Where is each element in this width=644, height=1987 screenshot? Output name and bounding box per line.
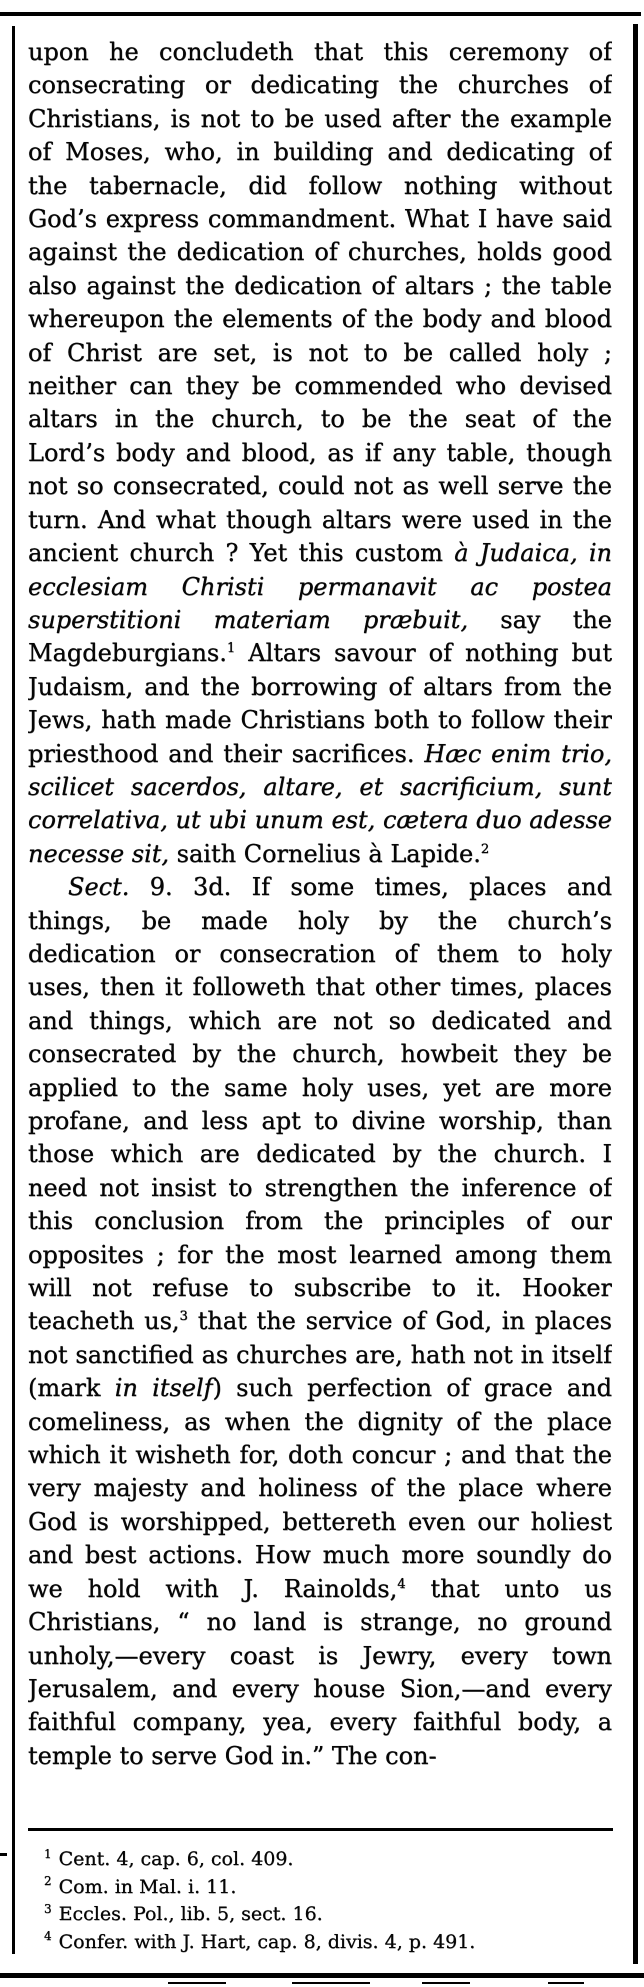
footnote-marker: 4 <box>44 1929 52 1944</box>
left-border-rule <box>12 26 15 1954</box>
bottom-border-rule <box>0 1973 644 1978</box>
text-run: that unto us Christians, “ no land is strange, no ground unholy,—every coast is Jewry, every town Jerusalem, and every house Sion,—and every faithful company, yea, every faithful body, a temple to serve God in.” The con- <box>28 1574 612 1770</box>
footnote-separator-rule <box>28 1828 613 1831</box>
text-run: ) such perfection of grace and comeliness, as when the dignity of the place which it wisheth for, doth concur ; and that the very majesty and holiness of the place where God is worshipped, bettereth even our holiest and best actions. How much more soundly do we hold with J. Rainolds, <box>28 1374 612 1603</box>
footnote-2 <box>44 1874 609 1902</box>
footnote-marker: 3 <box>44 1901 52 1916</box>
footnote-1 <box>44 1846 609 1874</box>
footnote-text: Cent. 4, cap. 6, col. 409. <box>58 1848 294 1870</box>
right-border-rule <box>633 24 638 1964</box>
footnote-ref-4: 4 <box>397 1576 406 1592</box>
footnotes-block <box>44 1846 609 1956</box>
footnote-3 <box>44 1901 609 1929</box>
latin-phrase-run: à Judaica, in ecclesiam Christi permanavit ac postea superstitioni materiam præbuit, <box>28 539 612 634</box>
footnote-text: Eccles. Pol., lib. 5, sect. 16. <box>58 1903 323 1925</box>
emphasis-run: in itself <box>114 1374 213 1403</box>
ink-speckle <box>422 1982 470 1984</box>
footnote-4 <box>44 1929 609 1957</box>
footnote-marker: 2 <box>44 1874 52 1889</box>
ink-speckle <box>0 1853 7 1856</box>
section-label-run: Sect. <box>68 873 130 902</box>
text-run: upon he concludeth that this ceremony of consecrating or dedicating the churches of Christians, is not to be used after the example of Moses, who, in building and dedicating of the tabernacle, did follow nothing without God’s express commandment. What I have said against the dedication of churches, holds good also against the dedication of altars ; the table whereupon the elements of the body and blood of Christ are set, is not to be called holy ; neither can they be commended who devised altars in the church, to be the seat of the Lord’s body and blood, as if any table, though not so consecrated, could not as well serve the turn. And what though altars were used in the ancient church ? Yet this custom <box>28 38 612 568</box>
footnote-marker: 1 <box>44 1846 52 1861</box>
footnote-text: Confer. with J. Hart, cap. 8, divis. 4, p. 491. <box>58 1930 476 1953</box>
body-text-column <box>28 36 612 1826</box>
top-border-rule <box>0 12 641 16</box>
ink-speckle <box>168 1982 226 1984</box>
ink-speckle <box>292 1982 370 1984</box>
text-run: Altars savour of nothing but Judaism, and the borrowing of altars from the Jews, hath made Christians both to follow their priesthood and their sacrifices. <box>28 639 612 768</box>
footnote-text: Com. in Mal. i. 11. <box>58 1875 237 1898</box>
footnote-ref-3: 3 <box>179 1309 188 1325</box>
paragraph-continuation <box>28 36 612 871</box>
footnote-ref-1: 1 <box>226 641 236 657</box>
ink-speckle <box>548 1982 584 1984</box>
text-run: that the service of God, in places not sanctified as churches are, hath not in itself (mark <box>28 1307 612 1403</box>
paragraph-sect-9 <box>28 871 612 1773</box>
text-run: saith Cornelius à Lapide. <box>169 839 481 868</box>
latin-phrase-run: Hæc enim trio, scilicet sacerdos, altare, et sacrificium, sunt correlativa, ut ubi unum est, cætera duo adesse necesse sit, <box>28 739 612 868</box>
text-run: say the Magdeburgians. <box>28 605 612 668</box>
footnote-ref-2: 2 <box>480 841 490 857</box>
text-run: 9. 3d. If some times, places and things, be made holy by the church’s dedication or consecration of them to holy uses, then it followeth that other times, places and things, which are not so dedicated and consecrated by the church, howbeit they be applied to the same holy uses, yet are more profane, and less apt to divine worship, than those which are dedicated by the church. I need not insist to strengthen the inference of this conclusion from the principles of our opposites ; for the most learned among them will not refuse to subscribe to it. Hooker teacheth us, <box>28 873 612 1336</box>
